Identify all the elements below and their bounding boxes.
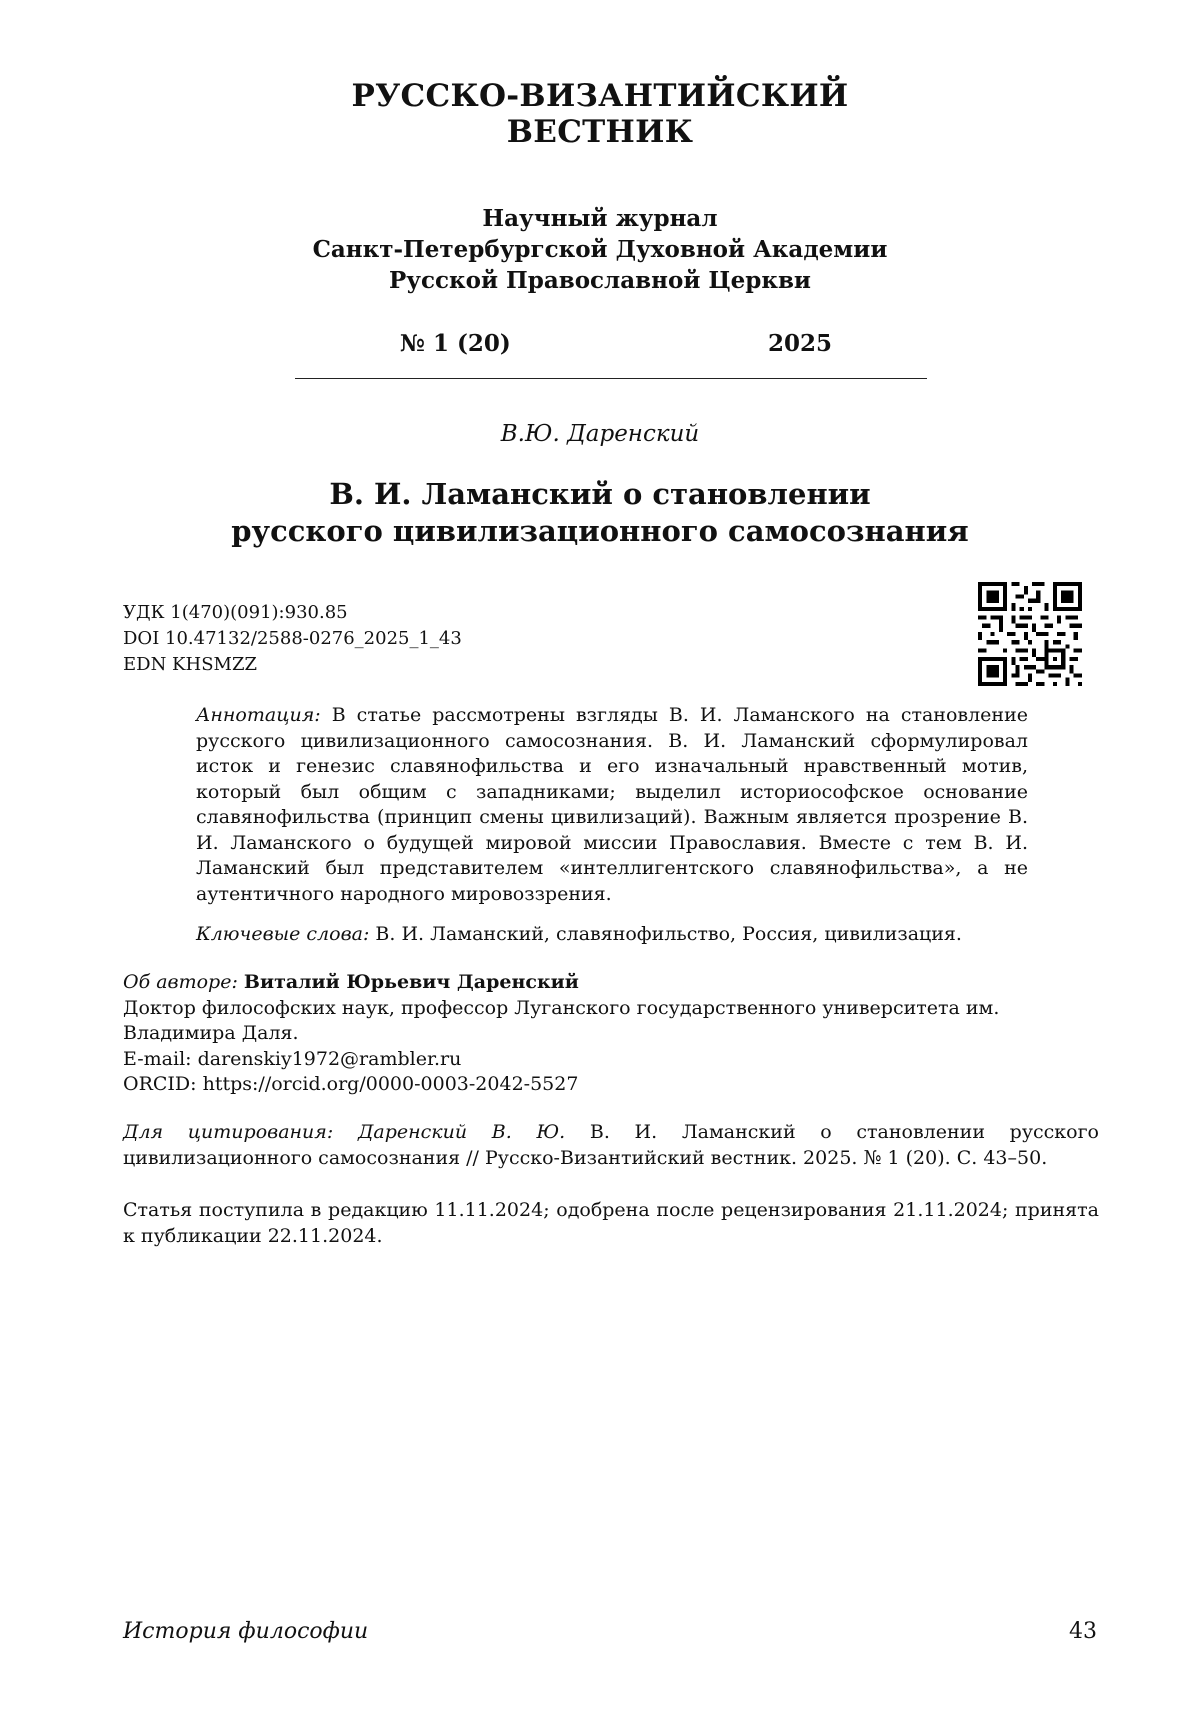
journal-subtitle-line-2: Санкт-Петербургской Духовной Академии [312, 236, 888, 263]
keywords-text: В. И. Ламанский, славянофильство, Россия, цивилизация. [375, 923, 962, 945]
journal-title-line-1: РУССКО-ВИЗАНТИЙСКИЙ [351, 78, 849, 114]
article-title-line-2: русского цивилизационного самосознания [231, 514, 969, 548]
citation [123, 1120, 1099, 1171]
about-author-label: Об авторе: [123, 971, 238, 993]
header-divider [295, 378, 927, 379]
received-dates: Статья поступила в редакцию 11.11.2024; одобрена после рецензирования 21.11.2024; принята к публикации 22.11.2024. [123, 1199, 1099, 1247]
footer-section-title: История философии [123, 1619, 369, 1644]
author-position: Доктор философских наук, профессор Луганского государственного университета им. Владимира Даля. [123, 996, 1000, 1044]
edn-code: EDN KHSMZZ [123, 654, 257, 675]
author-full-name: Виталий Юрьевич Даренский [243, 971, 579, 993]
annotation [196, 703, 1028, 907]
qr-code-icon [978, 582, 1082, 686]
journal-subtitle-line-1: Научный журнал [482, 205, 718, 232]
citation-label: Для цитирования: Даренский В. Ю. [123, 1121, 566, 1143]
udk-code: УДК 1(470)(091):930.85 [123, 602, 348, 623]
keywords-label: Ключевые слова: [196, 923, 370, 945]
issue-number: № 1 (20) [400, 330, 511, 357]
annotation-label: Аннотация: [196, 704, 321, 726]
article-author: В.Ю. Даренский [500, 421, 700, 447]
journal-title [0, 78, 1200, 150]
journal-title-line-2: ВЕСТНИК [506, 114, 694, 150]
article-identifiers [123, 600, 462, 678]
keywords [196, 922, 1028, 948]
article-title [0, 476, 1200, 550]
citation-text: В. И. Ламанский о становлении русского цивилизационного самосознания // Русско-Византийский вестник. 2025. № 1 (20). С. 43–50. [123, 1121, 1099, 1169]
issue-year: 2025 [768, 330, 833, 357]
article-title-line-1: В. И. Ламанский о становлении [329, 477, 871, 511]
annotation-text: В статье рассмотрены взгляды В. И. Ламанского на становление русского цивилизационного самосознания. В. И. Ламанский сформулировал исток и генезис славянофильства и его изначальный нравственный мотив, который был общим с западниками; выделил историософское основание славянофильства (принцип смены цивилизаций). Важным является прозрение В. И. Ламанского о будущей мировой миссии Православия. Вместе с тем В. И. Ламанский был представителем «интеллигентского славянофильства», а не аутентичного народного мировоззрения. [196, 704, 1028, 905]
journal-subtitle [0, 203, 1200, 296]
page-number: 43 [1069, 1619, 1097, 1644]
about-author [123, 970, 1099, 1098]
doi-code: DOI 10.47132/2588-0276_2025_1_43 [123, 628, 462, 649]
author-email[interactable]: E-mail: darenskiy1972@rambler.ru [123, 1047, 462, 1070]
journal-subtitle-line-3: Русской Православной Церкви [388, 267, 811, 294]
author-orcid[interactable]: ORCID: https://orcid.org/0000-0003-2042-5527 [123, 1073, 579, 1095]
